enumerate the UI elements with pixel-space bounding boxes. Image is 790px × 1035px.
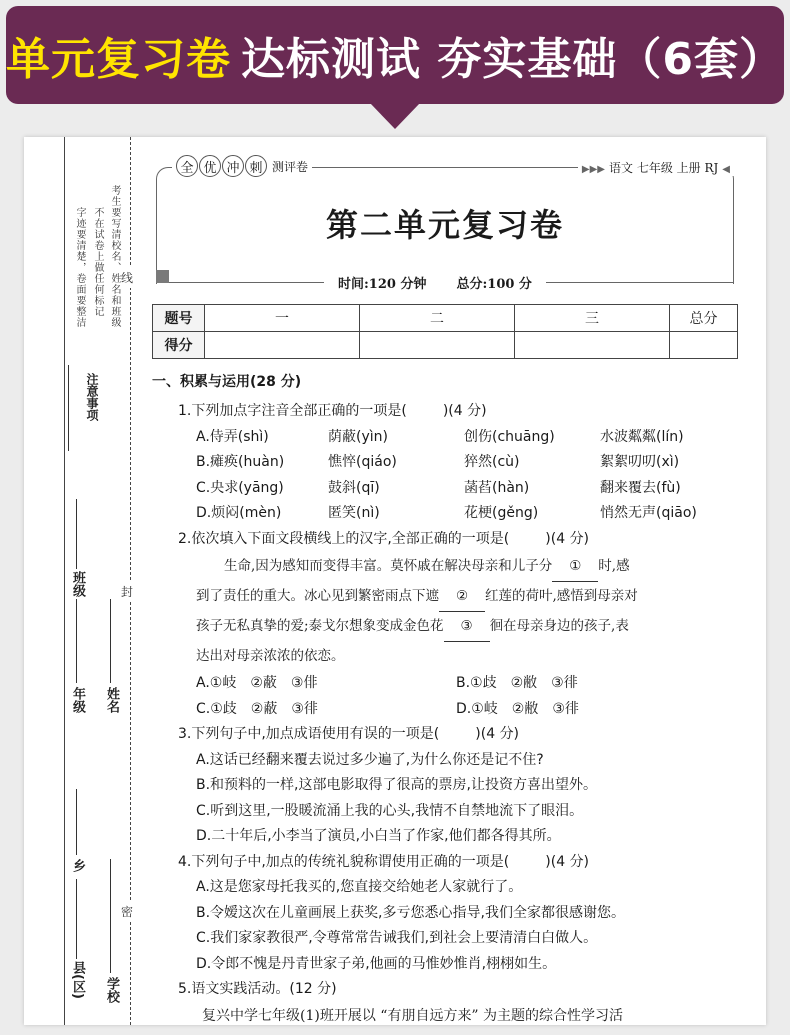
option-c: C.①歧 ②蔽 ③徘 — [196, 700, 318, 717]
brand-subtitle: 测评卷 — [272, 159, 309, 174]
question-4-option-a: A.这是您家母托我买的,您直接交给她老人家就行了。 — [196, 879, 523, 895]
brand-logo — [172, 155, 312, 177]
question-3-option-a: A.这话已经翻来覆去说过多少遍了,为什么你还是记不住? — [196, 751, 544, 768]
question-2-passage-line-2: 到了责任的重大。冰心见到繁密雨点下遮 ② 红莲的荷叶,感悟到母亲对 — [152, 582, 742, 612]
field-school-line[interactable] — [110, 859, 111, 973]
question-2-passage-line-3: 孩子无私真挚的爱;泰戈尔想象变成金色花 ③ 徊在母亲身边的孩子,表 — [152, 612, 742, 642]
score-cell-1[interactable] — [205, 332, 360, 359]
question-3-option-b: B.和预料的一样,这部电影取得了很高的票房,让投资方喜出望外。 — [196, 777, 597, 793]
field-township-line[interactable] — [76, 789, 77, 855]
field-grade-label: 年级 — [70, 687, 85, 713]
blank-3[interactable]: ③ — [444, 612, 490, 642]
subject-text: 语文 七年级 上册 RJ — [609, 161, 719, 175]
score-cell-total[interactable] — [670, 332, 738, 359]
notice-divider — [68, 365, 69, 451]
col-part-3: 三 — [515, 305, 670, 332]
question-number-label: 题号 — [153, 305, 205, 332]
option-a: A.①岐 ②蔽 ③俳 — [196, 675, 318, 691]
question-2-stem: 2.依次填入下面文段横线上的汉字,全部正确的一项是( )(4 分) — [178, 530, 590, 547]
banner-title-highlight: 单元复习卷 — [6, 34, 231, 85]
question-4-option-d: D.令郎不愧是丹青世家子弟,他画的马惟妙惟肖,栩栩如生。 — [196, 955, 557, 972]
line-char: 线 — [121, 267, 133, 288]
question-5-passage: 复兴中学七年级(1)班开展以 “有朋自远方来” 为主题的综合性学习活 — [202, 1007, 624, 1024]
exam-paper — [24, 137, 766, 1025]
notice-line-1: 考生要写清校名、姓名和班级 — [109, 185, 120, 328]
secret-char: 密 — [121, 901, 133, 922]
col-part-2: 二 — [360, 305, 515, 332]
blank-1[interactable]: ① — [552, 552, 598, 582]
score-table-score-row — [153, 332, 738, 359]
field-class-line[interactable] — [76, 499, 77, 569]
question-2-options-ab — [152, 671, 742, 697]
question-2-passage-line-1: 生命,因为感知而变得丰富。莫怀戚在解决母亲和儿子分 ① 时,感 — [152, 552, 742, 582]
score-label: 得分 — [153, 332, 205, 359]
field-school-label: 学校 — [104, 977, 119, 1003]
question-4-option-b: B.令嫒这次在儿童画展上获奖,多亏您悉心指导,我们全家都很感谢您。 — [196, 904, 625, 921]
question-3-option-c: C.听到这里,一股暖流涌上我的心头,我情不自禁地流下了眼泪。 — [196, 802, 584, 819]
banner-title-rest: 达标测试 夯实基础（6套） — [241, 34, 784, 85]
score-cell-2[interactable] — [360, 332, 515, 359]
brand-char-1: 全 — [176, 155, 198, 177]
blank-2[interactable]: ② — [439, 582, 485, 612]
banner-title — [6, 6, 784, 104]
question-2-options-cd — [152, 697, 742, 723]
col-part-1: 一 — [205, 305, 360, 332]
header-corner-square — [156, 270, 169, 283]
question-1-row-d: D.烦闷(mèn) 匿笑(nì) 花梗(gěng) 悄然无声(qiāo) — [196, 505, 697, 521]
exam-total-score: 总分:100 分 — [456, 277, 532, 292]
field-grade-line[interactable] — [76, 599, 77, 683]
option-b: B.①歧 ②敝 ③徘 — [456, 675, 578, 691]
question-4-option-c: C.我们家家教很严,令尊常常告诫我们,到社会上要清清白白做人。 — [196, 930, 598, 946]
exam-title: 第二单元复习卷 — [325, 206, 564, 244]
field-name-line[interactable] — [110, 599, 111, 683]
seal-char: 封 — [121, 581, 133, 602]
question-1-row-a: A.侍弄(shì) 荫蔽(yìn) 创伤(chuāng) 水波粼粼(lín) — [196, 428, 684, 445]
back-arrow-icon: ◀ — [722, 164, 730, 175]
field-township-label: 乡 — [70, 859, 85, 872]
brand-char-2: 优 — [199, 155, 221, 177]
question-4-stem: 4.下列句子中,加点的传统礼貌称谓使用正确的一项是( )(4 分) — [178, 853, 590, 870]
brand-char-4: 刺 — [245, 155, 267, 177]
field-county-label: 县(区) — [70, 961, 85, 999]
score-table-header-row — [153, 305, 738, 332]
margin-solid-line — [64, 137, 65, 1025]
question-1-row-c: C.央求(yāng) 鼓斜(qī) 菡萏(hàn) 翻来覆去(fù) — [196, 479, 681, 496]
exam-time: 时间:120 分钟 — [338, 277, 427, 292]
question-1-stem: 1.下列加点字注音全部正确的一项是( )(4 分) — [178, 403, 487, 419]
field-class-label: 班级 — [70, 571, 85, 597]
section-1-title: 一、积累与运用(28 分) — [152, 374, 302, 390]
brand-char-3: 冲 — [222, 155, 244, 177]
field-name-label: 姓名 — [104, 687, 119, 713]
question-3-option-d: D.二十年后,小李当了演员,小白当了作家,他们都各得其所。 — [196, 828, 561, 844]
triple-arrow-icon: ▶▶▶ — [581, 164, 605, 175]
score-cell-3[interactable] — [515, 332, 670, 359]
question-5-stem: 5.语文实践活动。(12 分) — [178, 981, 337, 997]
notice-line-3: 字迹要清楚，卷面要整洁 — [74, 207, 85, 328]
subject-info — [578, 159, 734, 176]
score-table — [152, 304, 738, 359]
col-total: 总分 — [670, 305, 738, 332]
banner-notch — [370, 103, 420, 129]
top-banner — [6, 6, 784, 104]
question-1-row-b: B.瘫痪(huàn) 憔悴(qiáo) 猝然(cù) 絮絮叨叨(xì) — [196, 454, 680, 470]
field-county-line[interactable] — [76, 879, 77, 959]
question-3-stem: 3.下列句子中,加点成语使用有误的一项是( )(4 分) — [178, 726, 520, 742]
time-score-info — [324, 273, 546, 292]
option-d: D.①岐 ②敝 ③徘 — [456, 700, 579, 717]
question-2-passage-line-4: 达出对母亲浓浓的依恋。 — [196, 648, 345, 664]
exam-content — [152, 369, 742, 1025]
notice-label: 注意事项 — [85, 373, 99, 421]
notice-line-2: 不在试卷上做任何标记 — [92, 207, 103, 317]
